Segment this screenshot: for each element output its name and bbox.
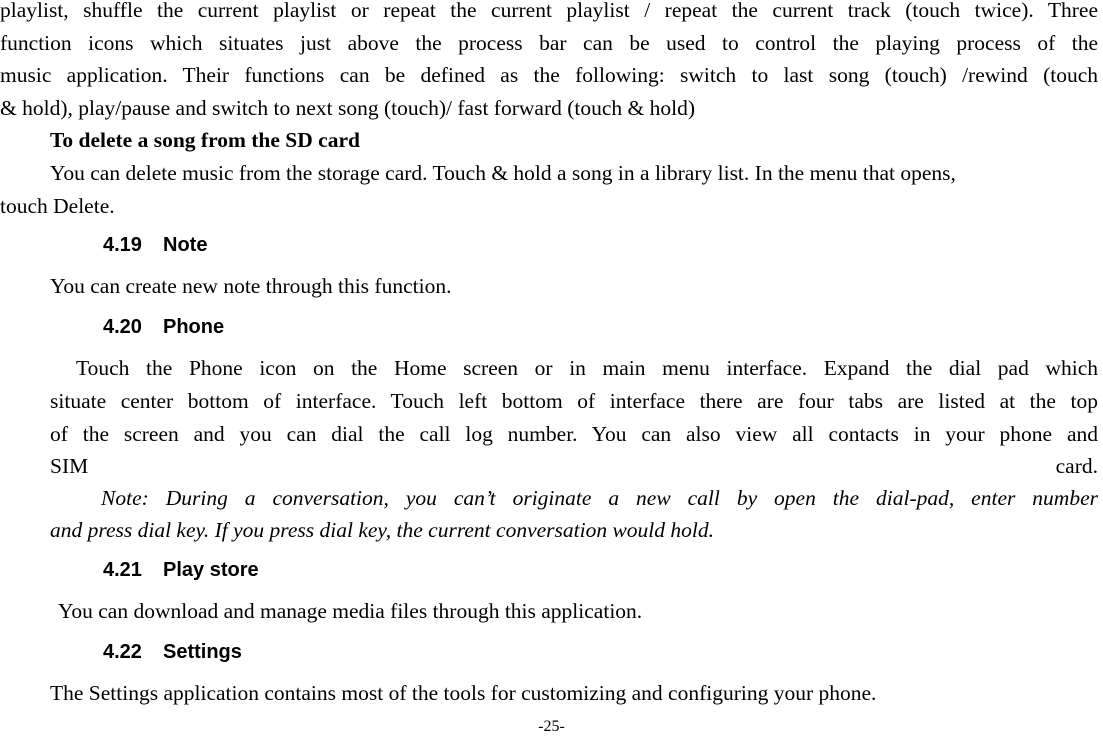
music-text-line-2: function icons which situates just above the process bar can be used to control the playing process of the xyxy=(0,31,1098,55)
music-text-line-3: music application. Their functions can be defined as the following: switch to last song (touch) /rewind (touch xyxy=(0,63,1098,87)
page-number: -25- xyxy=(538,718,565,735)
section-number: 4.20 xyxy=(103,316,142,338)
delete-song-title: To delete a song from the SD card xyxy=(50,128,360,152)
phone-text-line-2: situate center bottom of interface. Touch left bottom of interface there are four tabs are listed at the top xyxy=(50,389,1098,413)
section-number: 4.22 xyxy=(103,641,142,663)
section-heading-settings xyxy=(103,639,242,665)
phone-note-line-1: Note: During a conversation, you can’t originate a new call by open the dial-pad, enter number xyxy=(101,486,1098,510)
phone-text-line-4-end: card. xyxy=(1055,454,1098,478)
music-text-line-1: playlist, shuffle the current playlist or repeat the current playlist / repeat the current track (touch twice). Three xyxy=(0,0,1098,22)
section-title: Settings xyxy=(163,641,242,663)
section-title: Note xyxy=(163,234,208,256)
note-text: You can create new note through this function. xyxy=(50,274,452,298)
section-title: Play store xyxy=(163,559,259,581)
phone-text-line-3: of the screen and you can dial the call log number. You can also view all contacts in your phone and xyxy=(50,422,1098,446)
music-text-line-4: & hold), play/pause and switch to next song (touch)/ fast forward (touch & hold) xyxy=(0,96,696,120)
phone-note-line-2: and press dial key. If you press dial key, the current conversation would hold. xyxy=(50,518,715,542)
phone-text-line-1: Touch the Phone icon on the Home screen or in main menu interface. Expand the dial pad which xyxy=(76,356,1098,380)
delete-song-text-line-2: touch Delete. xyxy=(0,194,115,218)
section-heading-phone xyxy=(103,314,224,340)
section-heading-play-store xyxy=(103,557,259,583)
settings-text: The Settings application contains most of the tools for customizing and configuring your phone. xyxy=(50,681,877,705)
section-number: 4.21 xyxy=(103,559,142,581)
section-title: Phone xyxy=(163,316,225,338)
phone-text-line-4-start: SIM xyxy=(50,454,89,478)
delete-song-text-line-1: You can delete music from the storage card. Touch & hold a song in a library list. In the menu that opens, xyxy=(50,161,956,185)
section-number: 4.19 xyxy=(103,234,142,256)
play-store-text: You can download and manage media files through this application. xyxy=(58,599,643,623)
section-heading-note xyxy=(103,232,207,258)
